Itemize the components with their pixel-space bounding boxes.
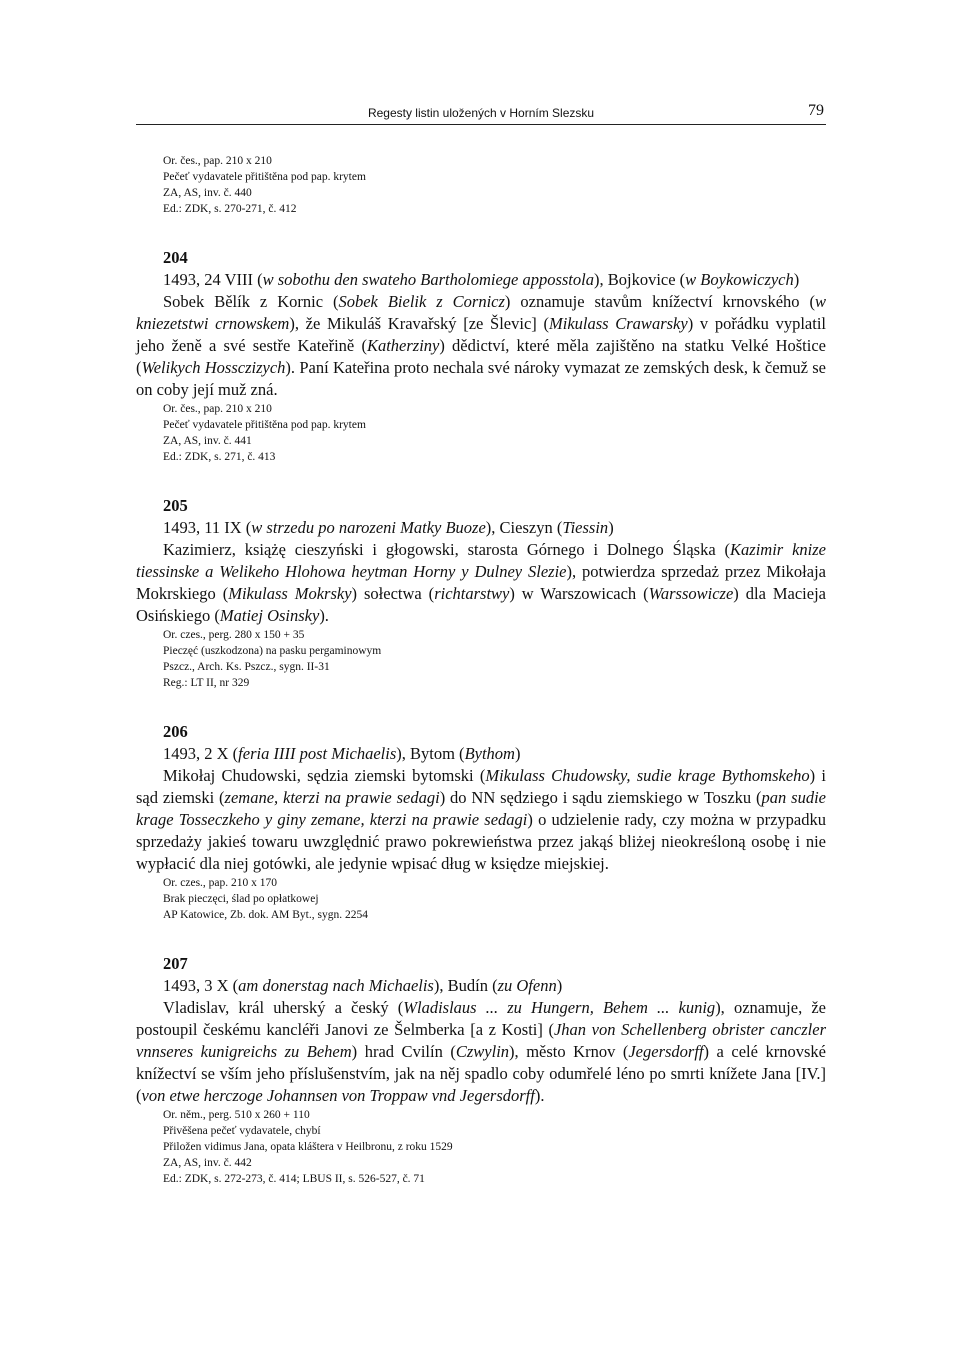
text-run: Kazimierz, książę cieszyński i głogowski, starosta Górnego i Dolnego Śląska ( — [163, 540, 731, 559]
quoted-original-text: Bythom — [464, 744, 515, 763]
text-run: ) hrad Cvilín ( — [351, 1042, 456, 1061]
quoted-original-text: zu Ofenn — [497, 976, 557, 995]
metadata-line: ZA, AS, inv. č. 441 — [163, 435, 252, 447]
metadata-line: Or. něm., perg. 510 x 260 + 110 — [163, 1109, 310, 1121]
regest-summary — [136, 765, 826, 875]
regest-number: 207 — [163, 954, 188, 973]
regest-number: 206 — [163, 722, 188, 741]
running-title: Regesty listin uložených v Horním Slezsku — [367, 106, 595, 120]
metadata-line: Přivěšena pečeť vydavatele, chybí — [163, 1125, 321, 1137]
text-run: ). — [319, 606, 329, 625]
text-run: ) — [608, 518, 614, 537]
metadata-line: Reg.: LT II, nr 329 — [163, 677, 250, 689]
document-page — [136, 100, 826, 1187]
text-run: 1493, 2 X ( — [163, 744, 239, 763]
quoted-original-text: zemane, kterzi na prawie sedagi — [224, 788, 440, 807]
text-run: 1493, 3 X ( — [163, 976, 239, 995]
text-run: ) do NN sędziego i sądu ziemskiego w Toszku ( — [439, 788, 762, 807]
metadata-line: AP Katowice, Zb. dok. AM Byt., sygn. 2254 — [163, 909, 368, 921]
text-run: ). Paní Kateřina proto nechala své nároky vymazat ze zemských desk, k čemuž se on coby její muž zná. — [136, 358, 826, 399]
text-run: ), Bytom ( — [396, 744, 465, 763]
text-run: ) dla Macieja Osińskiego ( — [136, 584, 826, 625]
text-run: ), že Mikuláš Kravařský [ze Šlevic] ( — [289, 314, 549, 333]
quoted-original-text: Wladislaus ... zu Hungern, Behem ... kunig — [403, 998, 716, 1017]
regest-list — [136, 247, 826, 1187]
regest-date-place — [136, 269, 826, 291]
quoted-original-text: Mikulass Crawarsky — [548, 314, 688, 333]
text-run: Mikołaj Chudowski, sędzia ziemski bytomski ( — [163, 766, 486, 785]
text-run: 1493, 11 IX ( — [163, 518, 252, 537]
regest-summary — [136, 997, 826, 1107]
regest-summary — [136, 291, 826, 401]
quoted-original-text: am donerstag nach Michaelis — [238, 976, 434, 995]
text-run: 1493, 24 VIII ( — [163, 270, 263, 289]
quoted-original-text: Katherziny — [366, 336, 440, 355]
quoted-original-text: Mikulass Mokrsky — [228, 584, 352, 603]
quoted-original-text: Warssowicze — [648, 584, 734, 603]
regest-entry — [136, 953, 826, 1187]
metadata-line: Or. czes., perg. 280 x 150 + 35 — [163, 629, 305, 641]
text-run: Sobek Bělík z Kornic ( — [163, 292, 339, 311]
quoted-original-text: Matiej Osinsky — [219, 606, 320, 625]
page-header — [136, 100, 826, 125]
metadata-line: ZA, AS, inv. č. 440 — [163, 187, 252, 199]
text-run: ). — [534, 1086, 545, 1105]
previous-entry-metadata — [136, 153, 826, 217]
metadata-line: Ed.: ZDK, s. 272-273, č. 414; LBUS II, s. 526-527, č. 71 — [163, 1173, 425, 1185]
quoted-original-text: Jhan von Schellenberg obrister canczler vnnseres kunigreichs zu Behem — [136, 1020, 826, 1061]
regest-summary — [136, 539, 826, 627]
regest-number: 204 — [163, 248, 188, 267]
text-run: ) — [514, 744, 521, 763]
regest-date-place — [136, 743, 826, 765]
quoted-original-text: Sobek Bielik z Cornicz — [338, 292, 505, 311]
text-run: ), Bojkovice ( — [593, 270, 686, 289]
regest-entry — [136, 247, 826, 465]
quoted-original-text: w Boykowiczych — [685, 270, 794, 289]
quoted-original-text: Tiessin — [562, 518, 609, 537]
quoted-original-text: w sobothu den swateho Bartholomiege apposstola — [262, 270, 594, 289]
quoted-original-text: w kniezetstwi crnowskem — [136, 292, 826, 333]
quoted-original-text: Welikych Hossczizych — [141, 358, 286, 377]
text-run: ) a celé krnovské knížectví se vším jeho příslušenstvím, jak na něj spadlo coby odumřelé léno po smrti knížete Jana [IV.] ( — [136, 1042, 826, 1105]
metadata-line: Pečeť vydavatele přitištěna pod pap. krytem — [163, 419, 366, 431]
metadata-line: Or. czes., pap. 210 x 170 — [163, 877, 278, 889]
quoted-original-text: von etwe herczoge Johannsen von Troppaw vnd Jegersdorff — [141, 1086, 535, 1105]
text-run: Vladislav, král uherský a český ( — [163, 998, 404, 1017]
metadata-line: Or. čes., pap. 210 x 210 — [163, 403, 272, 415]
quoted-original-text: richtarstwy — [434, 584, 510, 603]
quoted-original-text: Jegersdorff — [628, 1042, 704, 1061]
metadata-line: Brak pieczęci, ślad po opłatkowej — [163, 893, 319, 905]
quoted-original-text: w strzedu po narozeni Matky Buoze — [251, 518, 486, 537]
text-run: ) sołectwa ( — [351, 584, 435, 603]
text-run: ), Cieszyn ( — [485, 518, 563, 537]
text-run: ) w Warszowicach ( — [509, 584, 649, 603]
quoted-original-text: Czwylin — [455, 1042, 510, 1061]
text-run: ), oznamuje, že postoupil českému kancléři Janovi ze Šelmberka [a z Kosti] ( — [136, 998, 826, 1039]
regest-entry — [136, 495, 826, 691]
metadata-line: Ed.: ZDK, s. 270-271, č. 412 — [163, 203, 297, 215]
regest-date-place — [136, 517, 826, 539]
quoted-original-text: Mikulass Chudowsky, sudie krage Bythomskeho — [485, 766, 810, 785]
text-run: ) i sąd ziemski ( — [136, 766, 826, 807]
metadata-line: Přiložen vidimus Jana, opata kláštera v Heilbronu, z roku 1529 — [163, 1141, 453, 1153]
text-run: ) — [556, 976, 563, 995]
quoted-original-text: Kazimir knize tiessinske a Welikeho Hlohowa heytman Horny y Dulney Slezie — [136, 540, 826, 581]
text-run: ) dědictví, které měla zajištěno na statku Velké Hoštice ( — [136, 336, 826, 377]
text-run: ), město Krnov ( — [509, 1042, 629, 1061]
quoted-original-text: feria IIII post Michaelis — [238, 744, 397, 763]
text-run: ), Budín ( — [433, 976, 498, 995]
regest-entry — [136, 721, 826, 923]
text-run: ), potwierdza sprzedaż przez Mikołaja Mokrskiego ( — [136, 562, 826, 603]
metadata-line: Pieczęć (uszkodzona) na pasku pergaminowym — [163, 645, 382, 657]
metadata-line: Pszcz., Arch. Ks. Pszcz., sygn. II-31 — [163, 661, 330, 673]
page-number: 79 — [808, 102, 824, 119]
regest-number: 205 — [163, 496, 188, 515]
text-run: ) v pořádku vyplatil jeho ženě a své sestře Kateřině ( — [136, 314, 827, 355]
metadata-line: Ed.: ZDK, s. 271, č. 413 — [163, 451, 276, 463]
text-run: ) oznamuje stavům knížectví krnovského ( — [504, 292, 815, 311]
quoted-original-text: pan sudie krage Tosseczkeho y giny zemane, kterzi na prawie sedagi — [136, 788, 826, 829]
text-run: ) o udzielenie rady, czy można w przypadku sprzedaży jakieś towaru uwzględnić prawo pokrewieństwa przez jakąś bliżej nieokreśloną osobę i nie wypłacić dla niej gotówki, ale jedynie wpisać dług w księdze miejskiej. — [136, 810, 826, 873]
metadata-line: Or. čes., pap. 210 x 210 — [163, 155, 272, 167]
metadata-line: ZA, AS, inv. č. 442 — [163, 1157, 252, 1169]
metadata-line: Pečeť vydavatele přitištěna pod pap. krytem — [163, 171, 366, 183]
regest-date-place — [136, 975, 826, 997]
text-run: ) — [793, 270, 800, 289]
